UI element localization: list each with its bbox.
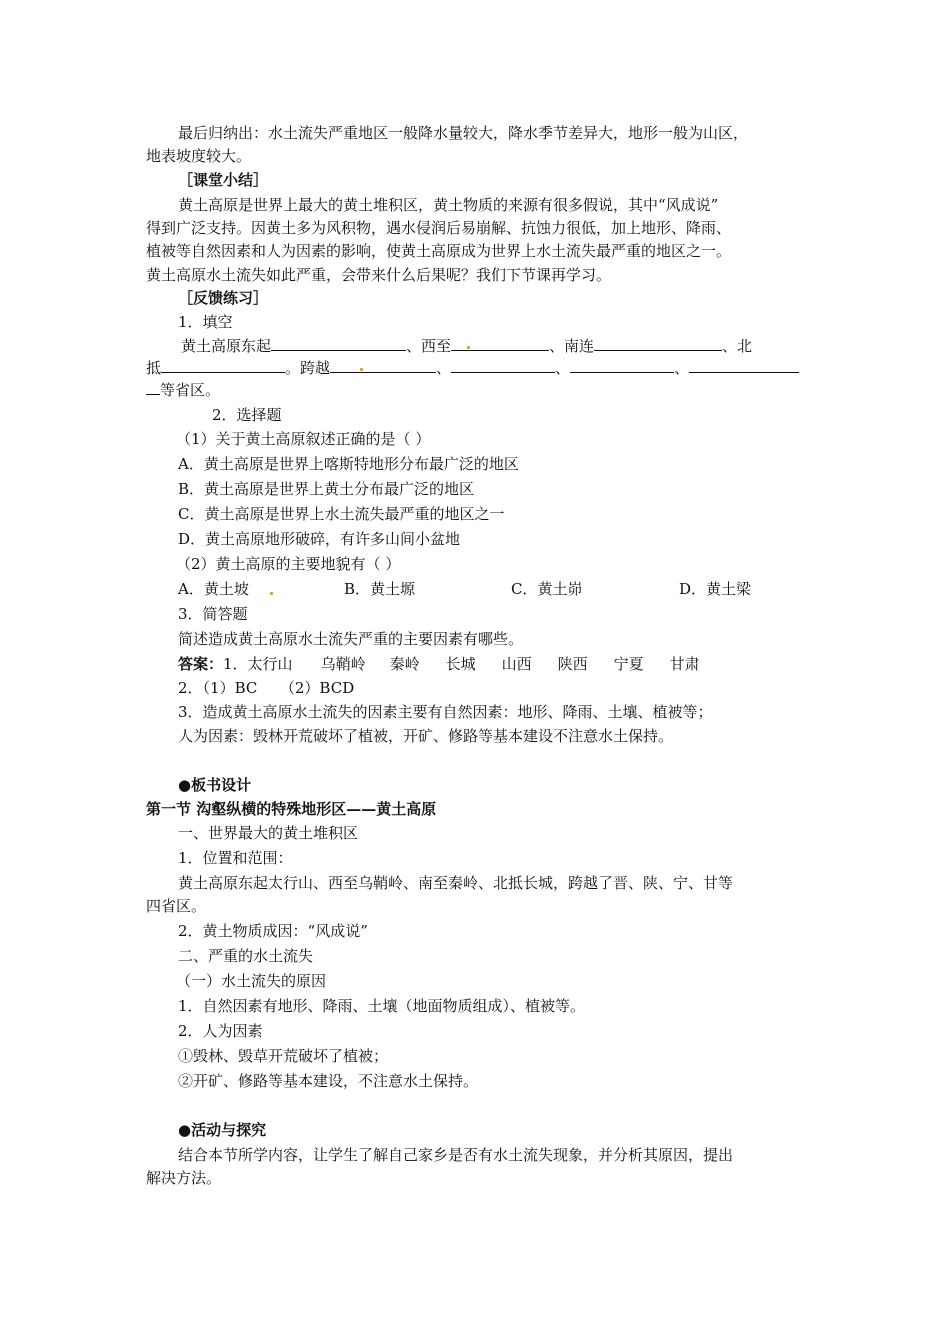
answer-item: 甘肃 bbox=[669, 655, 700, 673]
q2-landform-d: D．黄土梁 bbox=[679, 580, 752, 598]
blank-west[interactable] bbox=[451, 336, 549, 351]
q2-option-c: C．黄土高原是世界上水土流失最严重的地区之一 bbox=[178, 505, 505, 523]
board-line-4: 四省区。 bbox=[146, 897, 207, 915]
board-line-8: 1．自然因素有地形、降雨、土壤（地面物质组成）、植被等。 bbox=[178, 997, 586, 1015]
ink-dot bbox=[467, 346, 470, 349]
q2-title: 2．选择题 bbox=[212, 406, 282, 424]
blank-north[interactable] bbox=[161, 358, 285, 373]
activity-heading: ●活动与探究 bbox=[178, 1121, 267, 1139]
answer-line-3: 3．造成黄土高原水土流失的因素主要有自然因素：地形、降雨、土壤、植被等； bbox=[178, 703, 713, 721]
answer-line-1 bbox=[178, 653, 700, 675]
q1-north-label: 、北 bbox=[722, 337, 753, 355]
ink-dot bbox=[270, 592, 273, 595]
answer-item: 山西 bbox=[501, 655, 532, 673]
answer-item: 1．太行山 bbox=[223, 655, 293, 673]
activity-line-1: 结合本节所学内容，让学生了解自己家乡是否有水土流失现象，并分析其原因，提出 bbox=[178, 1146, 734, 1164]
board-line-5: 2．黄土物质成因：“风成说” bbox=[178, 922, 368, 940]
board-line-7: （一）水土流失的原因 bbox=[176, 972, 327, 990]
summary-line-2: 得到广泛支持。因黄土多为风积物，遇水侵润后易崩解、抗蚀力很低，加上地形、降雨、 bbox=[146, 219, 732, 237]
q1-east-label: 黄土高原东起 bbox=[181, 337, 272, 355]
q2-landform-c: C．黄土峁 bbox=[511, 580, 583, 598]
answer-line-4: 人为因素：毁林开荒破坏了植被，开矿、修路等基本建设不注意水土保持。 bbox=[178, 727, 674, 745]
conclusion-line-1: 最后归纳出：水土流失严重地区一般降水量较大，降水季节差异大，地形一般为山区， bbox=[178, 124, 749, 142]
board-line-3: 黄土高原东起太行山、西至乌鞘岭、南至秦岭、北抵长城，跨越了晋、陕、宁、甘等 bbox=[178, 874, 734, 892]
blank-east[interactable] bbox=[271, 336, 406, 351]
board-line-6: 二、严重的水土流失 bbox=[178, 947, 314, 965]
board-line-1: 一、世界最大的黄土堆积区 bbox=[178, 824, 359, 842]
exercise-heading: ［反馈练习］ bbox=[178, 289, 269, 307]
q2-option-d: D．黄土高原地形破碎，有许多山间小盆地 bbox=[178, 530, 461, 548]
q2-landform-a: A．黄土坡 bbox=[178, 580, 249, 598]
board-line-11: ②开矿、修路等基本建设，不注意水土保持。 bbox=[178, 1072, 479, 1090]
summary-line-4: 黄土高原水土流失如此严重，会带来什么后果呢？我们下节课再学习。 bbox=[146, 266, 612, 284]
q2-sub2: （2）黄土高原的主要地貌有（ ） bbox=[176, 555, 401, 573]
q1-end-label: 等省区。 bbox=[160, 381, 221, 399]
q1-south-label: 、南连 bbox=[549, 337, 595, 355]
ink-dot bbox=[360, 368, 363, 371]
blank-province-4[interactable] bbox=[689, 358, 799, 373]
separator: 、 bbox=[674, 359, 690, 377]
board-heading: ●板书设计 bbox=[178, 776, 252, 794]
answer-item: 乌鞘岭 bbox=[320, 655, 366, 673]
q1-north-label-2: 抵 bbox=[146, 359, 162, 377]
board-title: 第一节 沟壑纵横的特殊地形区——黄土高原 bbox=[146, 800, 437, 818]
q1-fill-line-1 bbox=[181, 335, 752, 357]
q2-landform-b: B．黄土塬 bbox=[344, 580, 416, 598]
conclusion-line-2: 地表坡度较大。 bbox=[146, 147, 252, 165]
blank-province-3[interactable] bbox=[570, 358, 674, 373]
q1-west-label: 、西至 bbox=[406, 337, 452, 355]
q1-fill-line-3 bbox=[146, 379, 220, 401]
answer-item: 宁夏 bbox=[613, 655, 644, 673]
q2-option-a: A．黄土高原是世界上喀斯特地形分布最广泛的地区 bbox=[178, 455, 519, 473]
board-line-10: ①毁林、毁草开荒破坏了植被； bbox=[178, 1047, 389, 1065]
q1-cross-label: 。跨越 bbox=[285, 359, 331, 377]
separator: 、 bbox=[436, 359, 452, 377]
board-line-9: 2．人为因素 bbox=[178, 1022, 263, 1040]
board-line-2: 1．位置和范围： bbox=[178, 849, 293, 867]
q2-sub1: （1）关于黄土高原叙述正确的是（ ） bbox=[176, 430, 431, 448]
blank-province-4-cont[interactable] bbox=[146, 380, 160, 395]
q1-title: 1．填空 bbox=[178, 313, 233, 331]
answer-line-2: 2．（1）BC （2）BCD bbox=[178, 679, 355, 697]
answer-label: 答案： bbox=[178, 655, 224, 673]
answer-item: 陕西 bbox=[557, 655, 588, 673]
blank-south[interactable] bbox=[594, 336, 722, 351]
q2-option-b: B．黄土高原是世界上黄土分布最广泛的地区 bbox=[178, 480, 475, 498]
summary-heading: ［课堂小结］ bbox=[178, 171, 269, 189]
answer-item: 长城 bbox=[445, 655, 476, 673]
summary-line-3: 植被等自然因素和人为因素的影响，使黄土高原成为世界上水土流失最严重的地区之一。 bbox=[146, 242, 732, 260]
blank-province-2[interactable] bbox=[451, 358, 555, 373]
blank-province-1[interactable] bbox=[330, 358, 436, 373]
q3-title: 3．简答题 bbox=[178, 605, 248, 623]
q3-text: 简述造成黄土高原水土流失严重的主要因素有哪些。 bbox=[178, 630, 524, 648]
activity-line-2: 解决方法。 bbox=[146, 1169, 222, 1187]
answer-item: 秦岭 bbox=[389, 655, 420, 673]
separator: 、 bbox=[555, 359, 571, 377]
summary-line-1: 黄土高原是世界上最大的黄土堆积区，黄土物质的来源有很多假说，其中“风成说” bbox=[178, 196, 719, 214]
q1-fill-line-2 bbox=[146, 357, 799, 379]
